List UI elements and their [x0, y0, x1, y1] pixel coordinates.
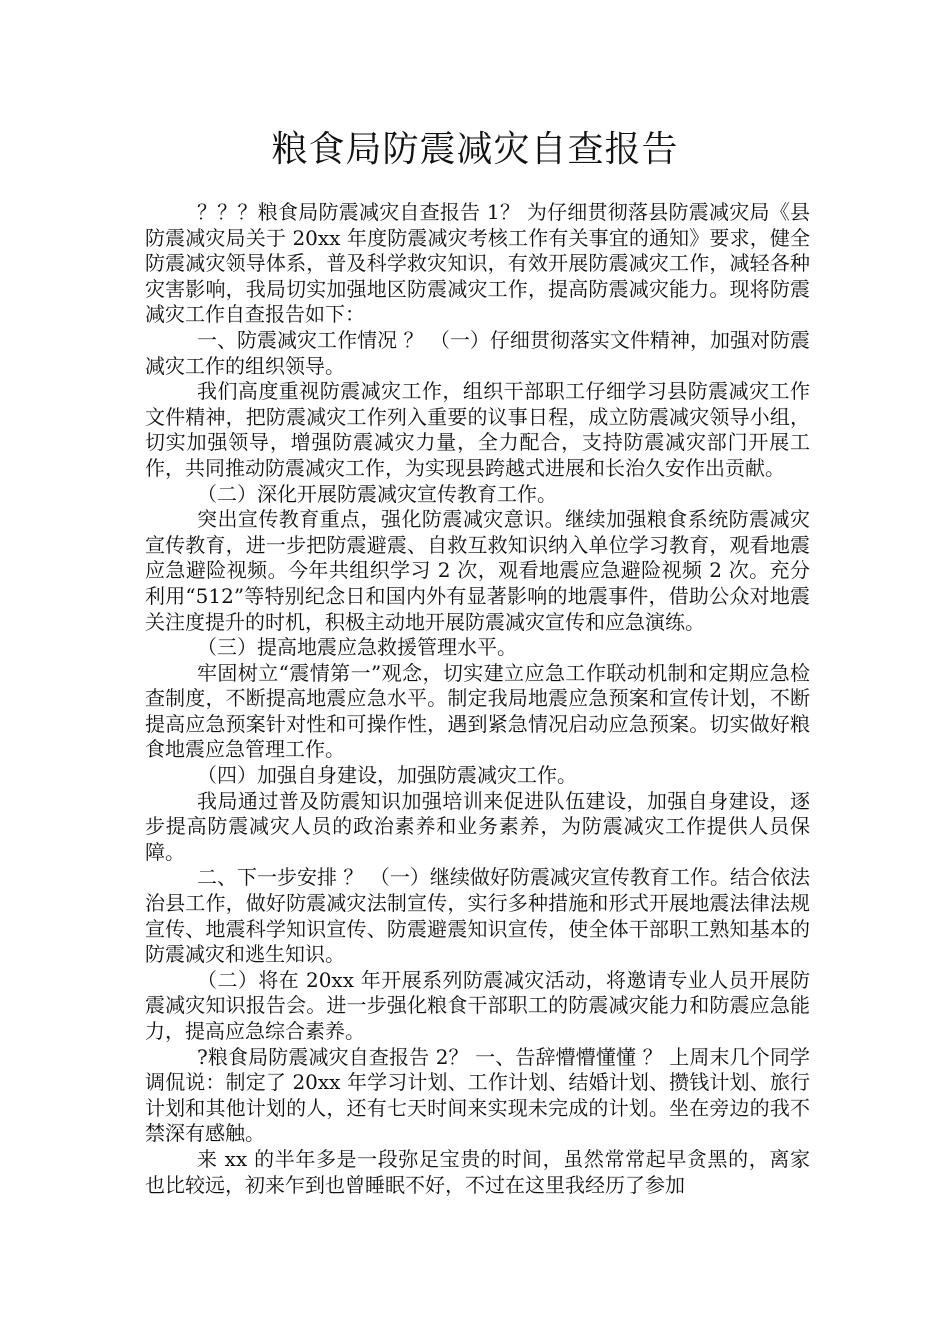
paragraph: 我们高度重视防震减灾工作，组织干部职工仔细学习县防震减灾工作文件精神，把防震减灾工作列入重要的议事日程，成立防震减灾领导小组，切实加强领导，增强防震减灾力量，全力配合，支持防震减灾部门开展工作，共同推动防震减灾工作，为实现县跨越式进展和长治久安作出贡献。: [145, 379, 810, 480]
paragraph: 牢固树立“震情第一”观念，切实建立应急工作联动机制和定期应急检查制度，不断提高地震应急水平。制定我局地震应急预案和宣传计划，不断提高应急预案针对性和可操作性，遇到紧急情况启动应急预案。切实做好粮食地震应急管理工作。: [145, 660, 810, 762]
paragraph: 突出宣传教育重点，强化防震减灾意识。继续加强粮食系统防震减灾宣传教育，进一步把防震避震、自救互救知识纳入单位学习教育，观看地震应急避险视频。今年共组织学习 2 次，观看地震应急避险视频 2 次。充分利用“512”等特别纪念日和国内外有显著影响的地震事件，借助公众对地震关注度提升的时机，积极主动地开展防震减灾宣传和应急演练。: [145, 507, 810, 634]
paragraph: ?粮食局防震减灾自查报告 2？ 一、告辞懵懵懂懂 ？ 上周末几个同学调侃说：制定了 20xx 年学习计划、工作计划、结婚计划、攒钱计划、旅行计划和其他计划的人，还有七天时间来实现未完成的计划。坐在旁边的我不禁深有感触。: [145, 1044, 810, 1146]
paragraph: （二）深化开展防震减灾宣传教育工作。: [197, 481, 557, 506]
document-body: [145, 200, 810, 1198]
paragraph: 来 xx 的半年多是一段弥足宝贵的时间，虽然常常起早贪黑的，离家也比较远，初来乍到也曾睡眠不好，不过在这里我经历了参加: [145, 1146, 810, 1197]
paragraph: （三）提高地震应急救援管理水平。: [197, 635, 517, 660]
paragraph: （二）将在 20xx 年开展系列防震减灾活动，将邀请专业人员开展防震减灾知识报告会。进一步强化粮食干部职工的防震减灾能力和防震应急能力，提高应急综合素养。: [145, 967, 810, 1043]
paragraph: 一、防震减灾工作情况 ？ （一）仔细贯彻落实文件精神，加强对防震减灾工作的组织领导。: [145, 327, 810, 378]
paragraph: 二、下一步安排 ？ （一）继续做好防震减灾宣传教育工作。结合依法治县工作，做好防震减灾法制宣传，实行多种措施和形式开展地震法律法规宣传、地震科学知识宣传、防震避震知识宣传，使全体干部职工熟知基本的防震减灾和逃生知识。: [145, 865, 810, 967]
paragraph: ？？？粮食局防震减灾自查报告 1？ 为仔细贯彻落县防震减灾局《县防震减灾局关于 20xx 年度防震减灾考核工作有关事宜的通知》要求，健全防震减灾领导体系，普及科学救灾知识，有效开展防震减灾工作，减轻各种灾害影响，我局切实加强地区防震减灾工作，提高防震减灾能力。现将防震减灾工作自查报告如下：: [145, 200, 810, 327]
paragraph: （四）加强自身建设，加强防震减灾工作。: [197, 763, 577, 788]
document-title: 粮食局防震减灾自查报告: [271, 129, 679, 170]
paragraph: 我局通过普及防震知识加强培训来促进队伍建设，加强自身建设，逐步提高防震减灾人员的政治素养和业务素养，为防震减灾工作提供人员保障。: [145, 788, 810, 864]
